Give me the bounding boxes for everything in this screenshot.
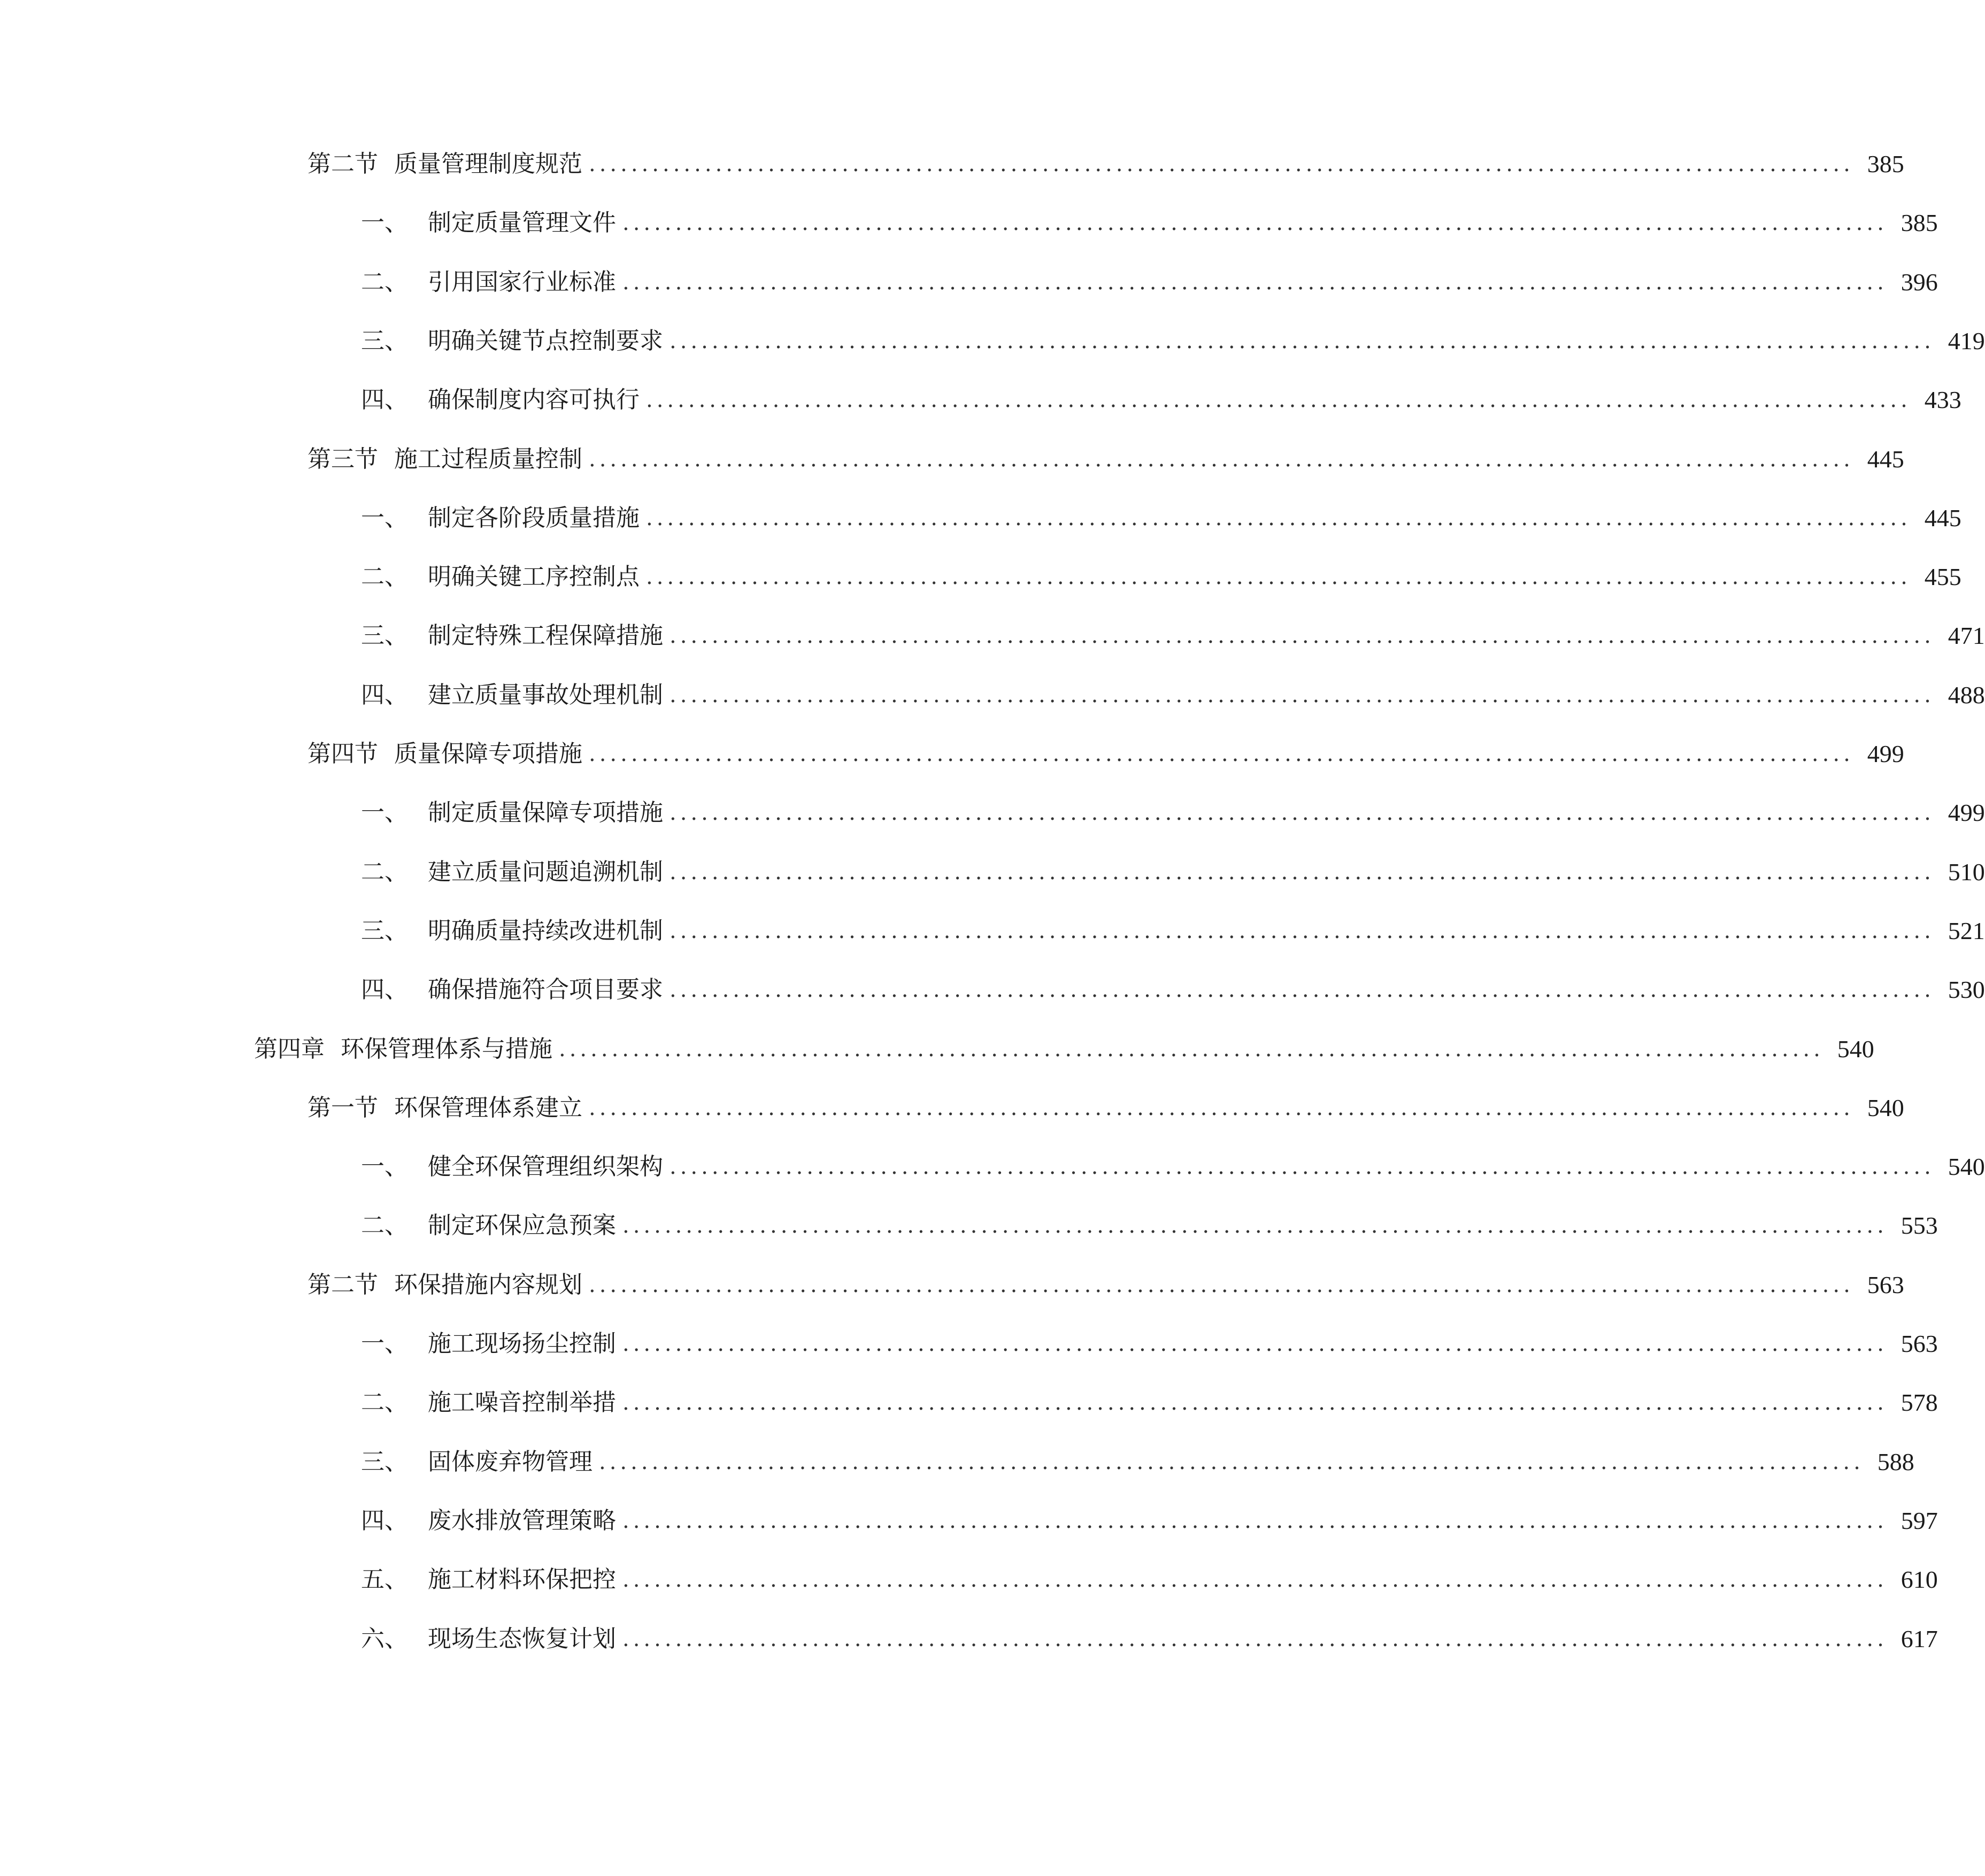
dot-leader: ........................................................................................................................ [670, 978, 1935, 1002]
toc-entry-number: 一、 [361, 504, 408, 532]
toc-entry-number: 一、 [361, 799, 408, 826]
toc-entry[interactable] [307, 143, 1904, 186]
toc-entry-page: 553 [1901, 1212, 1938, 1239]
toc-entry-number: 二、 [361, 858, 408, 886]
toc-entry-page: 445 [1924, 504, 1961, 532]
toc-entry-number: 一、 [361, 209, 408, 236]
dot-leader: ........................................................................................................................ [646, 388, 1911, 412]
toc-entry-number: 二、 [361, 268, 408, 296]
toc-entry[interactable] [361, 851, 1985, 894]
dot-leader: ........................................................................................................................ [589, 1096, 1854, 1120]
toc-entry-title: 制定各阶段质量措施 [428, 504, 640, 532]
dot-leader: ........................................................................................................................ [670, 801, 1935, 825]
toc-entry-page: 510 [1948, 858, 1985, 886]
toc-entry-page: 385 [1901, 209, 1938, 236]
dot-leader: ........................................................................................................................ [670, 860, 1935, 885]
dot-leader: ........................................................................................................................ [670, 683, 1935, 708]
toc-entry[interactable] [361, 674, 1985, 717]
dot-leader: ........................................................................................................................ [646, 565, 1911, 589]
toc-entry-title: 质量管理制度规范 [394, 150, 582, 178]
toc-entry-number: 第四章 [254, 1035, 325, 1063]
dot-leader: ........................................................................................................................ [646, 506, 1911, 530]
dot-leader: ........................................................................................................................ [559, 1037, 1824, 1062]
toc-entry-title: 废水排放管理策略 [428, 1507, 616, 1534]
dot-leader: ........................................................................................................................ [622, 1390, 1888, 1415]
toc-entry-page: 540 [1837, 1035, 1874, 1063]
dot-leader: ........................................................................................................................ [622, 211, 1888, 235]
dot-leader: ........................................................................................................................ [589, 152, 1854, 176]
toc-entry-number: 四、 [361, 1507, 408, 1534]
toc-entry-page: 578 [1901, 1389, 1938, 1416]
toc-entry-number: 四、 [361, 386, 408, 413]
toc-entry-number: 一、 [361, 1330, 408, 1357]
dot-leader: ........................................................................................................................ [622, 1213, 1888, 1238]
toc-entry-title: 固体废弃物管理 [428, 1448, 593, 1475]
toc-entry-page: 419 [1948, 327, 1985, 355]
toc-entry-title: 明确关键节点控制要求 [428, 327, 663, 355]
toc-entry-number: 三、 [361, 917, 408, 944]
dot-leader: ........................................................................................................................ [622, 1332, 1888, 1356]
toc-entry-page: 471 [1948, 622, 1985, 649]
toc-entry-title: 确保制度内容可执行 [428, 386, 640, 413]
toc-entry-page: 597 [1901, 1507, 1938, 1534]
toc-entry-title: 确保措施符合项目要求 [428, 976, 663, 1003]
toc-entry[interactable] [361, 556, 1961, 598]
toc-entry-number: 三、 [361, 1448, 408, 1475]
toc-entry-page: 445 [1867, 445, 1904, 473]
toc-entry[interactable] [361, 910, 1985, 952]
dot-leader: ........................................................................................................................ [622, 1627, 1888, 1651]
toc-entry[interactable] [361, 968, 1985, 1011]
toc-entry[interactable] [307, 438, 1904, 481]
dot-leader: ........................................................................................................................ [670, 329, 1935, 353]
toc-entry-page: 540 [1948, 1153, 1985, 1180]
toc-entry-page: 488 [1948, 681, 1985, 709]
dot-leader: ........................................................................................................................ [670, 1155, 1935, 1179]
toc-entry-title: 环保措施内容规划 [394, 1271, 582, 1298]
toc-entry[interactable] [361, 379, 1961, 421]
toc-entry-title: 现场生态恢复计划 [428, 1625, 616, 1652]
toc-entry-title: 引用国家行业标准 [428, 268, 616, 296]
toc-entry-title: 施工过程质量控制 [394, 445, 582, 473]
toc-entry-title: 施工噪音控制举措 [428, 1389, 616, 1416]
toc-entry[interactable] [361, 1558, 1938, 1601]
toc-entry-title: 制定环保应急预案 [428, 1212, 616, 1239]
toc-entry-title: 制定质量保障专项措施 [428, 799, 663, 826]
dot-leader: ........................................................................................................................ [622, 1509, 1888, 1533]
toc-entry-number: 第二节 [307, 1271, 378, 1298]
toc-entry-page: 563 [1867, 1271, 1904, 1298]
toc-entry-number: 二、 [361, 1212, 408, 1239]
toc-entry[interactable] [361, 1145, 1985, 1188]
toc-entry-number: 三、 [361, 327, 408, 355]
toc-entry-title: 制定特殊工程保障措施 [428, 622, 663, 649]
toc-entry[interactable] [361, 791, 1985, 834]
toc-entry-number: 二、 [361, 563, 408, 590]
toc-entry-page: 530 [1948, 976, 1985, 1003]
toc-entry-title: 质量保障专项措施 [394, 740, 582, 767]
toc-entry[interactable] [361, 1618, 1938, 1660]
toc-entry-title: 明确质量持续改进机制 [428, 917, 663, 944]
toc-entry[interactable] [361, 320, 1985, 363]
toc-entry-page: 499 [1948, 799, 1985, 826]
toc-entry-number: 第四节 [307, 740, 378, 767]
toc-entry-page: 499 [1867, 740, 1904, 767]
toc-entry-number: 第三节 [307, 445, 378, 473]
toc-entry-number: 一、 [361, 1153, 408, 1180]
toc-entry-number: 三、 [361, 622, 408, 649]
toc-entry-title: 环保管理体系与措施 [341, 1035, 552, 1063]
toc-entry-page: 433 [1924, 386, 1961, 413]
toc-entry[interactable] [254, 1028, 1874, 1071]
toc-entry-title: 施工材料环保把控 [428, 1566, 616, 1593]
toc-entry-page: 617 [1901, 1625, 1938, 1652]
toc-entry[interactable] [361, 1441, 1914, 1483]
toc-entry-number: 四、 [361, 976, 408, 1003]
dot-leader: ........................................................................................................................ [622, 1567, 1888, 1592]
toc-entry-title: 施工现场扬尘控制 [428, 1330, 616, 1357]
dot-leader: ........................................................................................................................ [589, 447, 1854, 472]
toc-entry[interactable] [307, 1087, 1904, 1129]
toc-entry-number: 六、 [361, 1625, 408, 1652]
toc-entry-page: 396 [1901, 268, 1938, 296]
toc-entry-page: 540 [1867, 1094, 1904, 1121]
toc-entry[interactable] [361, 497, 1961, 540]
toc-entry-number: 二、 [361, 1389, 408, 1416]
toc-entry[interactable] [361, 1204, 1938, 1247]
toc-entry-number: 第一节 [307, 1094, 378, 1121]
toc-entry-title: 明确关键工序控制点 [428, 563, 640, 590]
toc-entry-title: 建立质量事故处理机制 [428, 681, 663, 709]
toc-entry-page: 563 [1901, 1330, 1938, 1357]
toc-entry-number: 四、 [361, 681, 408, 709]
toc-entry-page: 521 [1948, 917, 1985, 944]
toc-entry-page: 588 [1877, 1448, 1914, 1475]
toc-entry-title: 制定质量管理文件 [428, 209, 616, 236]
dot-leader: ........................................................................................................................ [589, 1273, 1854, 1297]
toc-entry-title: 建立质量问题追溯机制 [428, 858, 663, 886]
toc-entry[interactable] [307, 1264, 1904, 1306]
toc-entry-page: 385 [1867, 150, 1904, 178]
toc-entry-page: 455 [1924, 563, 1961, 590]
toc-entry[interactable] [361, 1500, 1938, 1542]
toc-entry-page: 610 [1901, 1566, 1938, 1593]
toc-entry[interactable] [361, 1323, 1938, 1365]
dot-leader: ........................................................................................................................ [589, 742, 1854, 766]
toc-entry-title: 健全环保管理组织架构 [428, 1153, 663, 1180]
toc-entry-number: 第二节 [307, 150, 378, 178]
dot-leader: ........................................................................................................................ [670, 624, 1935, 648]
dot-leader: ........................................................................................................................ [622, 270, 1888, 295]
toc-entry-number: 五、 [361, 1566, 408, 1593]
toc-entry[interactable] [361, 202, 1938, 244]
toc-entry[interactable] [307, 733, 1904, 775]
dot-leader: ........................................................................................................................ [599, 1450, 1864, 1474]
toc-entry[interactable] [361, 261, 1938, 304]
toc-entry-title: 环保管理体系建立 [394, 1094, 582, 1121]
toc-entry[interactable] [361, 1381, 1938, 1424]
toc-entry[interactable] [361, 614, 1985, 657]
dot-leader: ........................................................................................................................ [670, 919, 1935, 943]
